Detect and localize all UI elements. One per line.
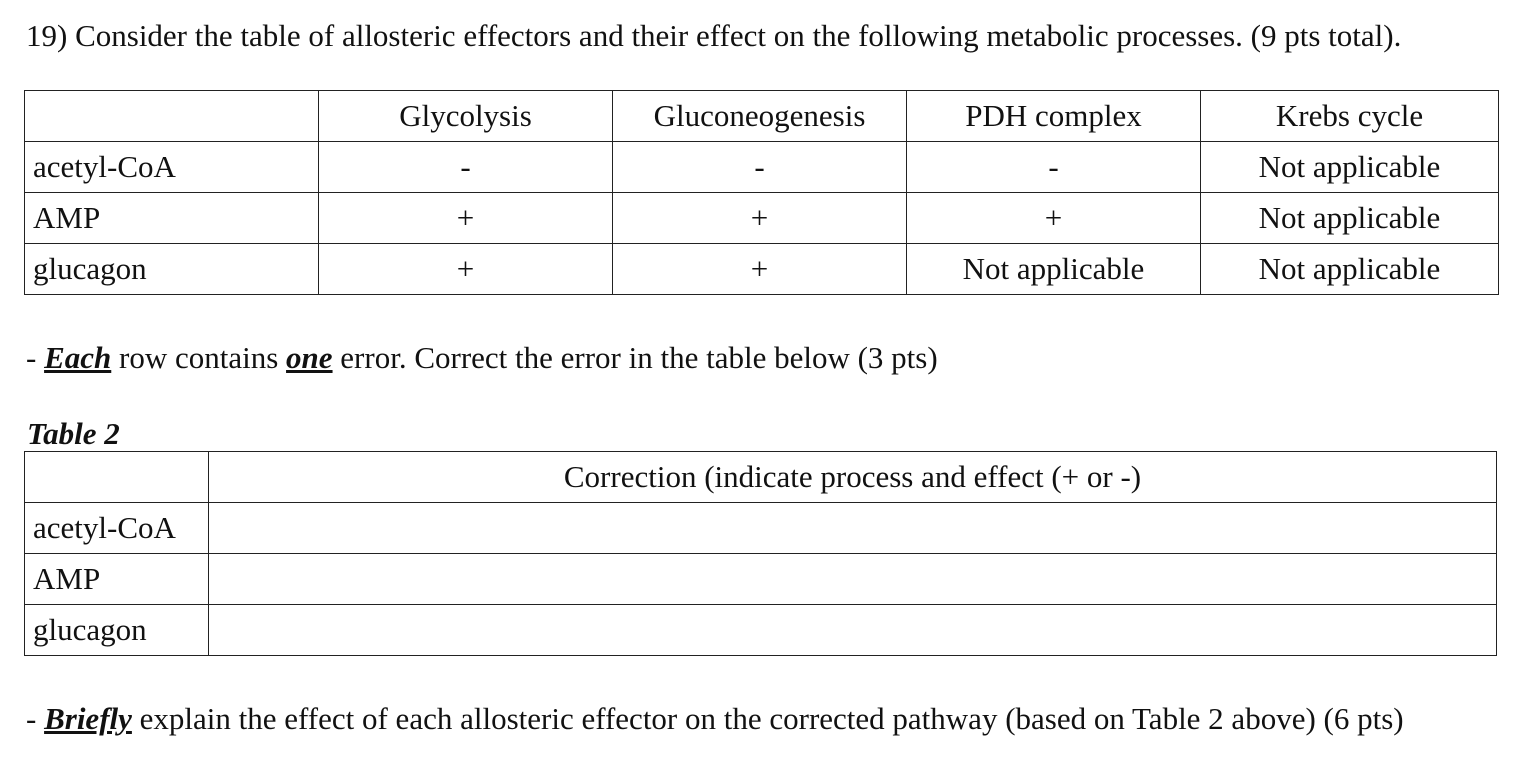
krebs-cell: Not applicable (1201, 142, 1499, 193)
instruction-explain (26, 697, 1404, 741)
instruction-prefix: - (26, 701, 45, 736)
gluconeogenesis-cell: - (613, 142, 907, 193)
effector-cell: acetyl-CoA (25, 503, 209, 554)
header-cell-empty (25, 452, 209, 503)
table-row (25, 554, 1497, 605)
pdh-cell: Not applicable (907, 244, 1201, 295)
instruction-emph-one: one (286, 340, 333, 375)
correction-answer-cell[interactable] (209, 605, 1497, 656)
effector-table (24, 90, 1499, 295)
correction-table (24, 451, 1497, 656)
table-header-row (25, 91, 1499, 142)
table2-caption: Table 2 (27, 416, 120, 451)
header-cell-gluconeogenesis: Gluconeogenesis (613, 91, 907, 142)
instruction-mid: row contains (111, 340, 287, 375)
effector-cell: AMP (25, 554, 209, 605)
correction-answer-cell[interactable] (209, 554, 1497, 605)
glycolysis-cell: - (319, 142, 613, 193)
effector-cell: glucagon (25, 244, 319, 295)
instruction-emph-briefly: Briefly (44, 701, 132, 736)
instruction-suffix: error. Correct the error in the table below (3 pts) (332, 340, 938, 375)
instruction-suffix: explain the effect of each allosteric effector on the corrected pathway (based on Table 2 above) (6 pts) (131, 701, 1404, 736)
header-cell-krebs: Krebs cycle (1201, 91, 1499, 142)
table-row (25, 503, 1497, 554)
pdh-cell: + (907, 193, 1201, 244)
table-row (25, 244, 1499, 295)
gluconeogenesis-cell: + (613, 244, 907, 295)
table-header-row (25, 452, 1497, 503)
header-cell-glycolysis: Glycolysis (319, 91, 613, 142)
table-row (25, 142, 1499, 193)
glycolysis-cell: + (319, 244, 613, 295)
correction-answer-cell[interactable] (209, 503, 1497, 554)
effector-cell: AMP (25, 193, 319, 244)
instruction-emph-each: Each (44, 340, 112, 375)
instruction-prefix: - (26, 340, 45, 375)
krebs-cell: Not applicable (1201, 193, 1499, 244)
header-cell-empty (25, 91, 319, 142)
krebs-cell: Not applicable (1201, 244, 1499, 295)
effector-cell: glucagon (25, 605, 209, 656)
instruction-correct-errors (26, 336, 938, 380)
effector-cell: acetyl-CoA (25, 142, 319, 193)
table-row (25, 605, 1497, 656)
question-text: 19) Consider the table of allosteric effectors and their effect on the following metabolic processes. (9 pts total). (26, 18, 1402, 53)
table-row (25, 193, 1499, 244)
gluconeogenesis-cell: + (613, 193, 907, 244)
header-cell-correction: Correction (indicate process and effect (+ or -) (209, 452, 1497, 503)
header-cell-pdh: PDH complex (907, 91, 1201, 142)
glycolysis-cell: + (319, 193, 613, 244)
pdh-cell: - (907, 142, 1201, 193)
